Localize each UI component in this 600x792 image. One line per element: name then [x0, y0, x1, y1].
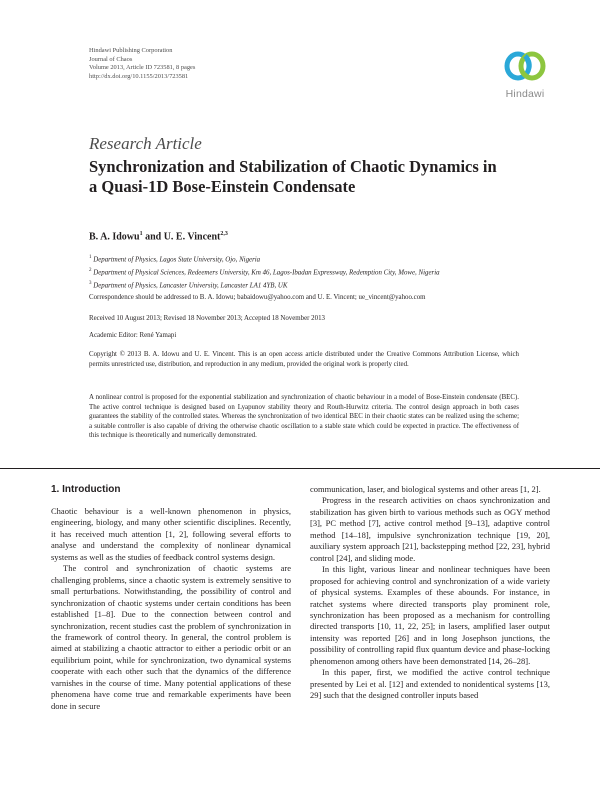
right-column [310, 484, 550, 702]
academic-editor: Academic Editor: René Yamapi [89, 332, 177, 339]
affiliation [89, 253, 440, 266]
paper-title: Synchronization and Stabilization of Chaotic Dynamics in a Quasi-1D Bose-Einstein Condensate [89, 157, 497, 196]
affiliation-text: Department of Physical Sciences, Redeemers University, Km 46, Lagos-Ibadan Expressway, Redemption City, Mowe, Nigeria [93, 269, 440, 277]
publisher-line: Hindawi Publishing Corporation [89, 47, 173, 54]
affiliation-number: 2 [89, 267, 92, 273]
paragraph: communication, laser, and biological systems and other areas [1, 2]. [310, 484, 541, 494]
received-dates: Received 10 August 2013; Revised 18 November 2013; Accepted 18 November 2013 [89, 315, 325, 322]
author-1: B. A. Idowu [89, 231, 140, 243]
copyright-notice: Copyright © 2013 B. A. Idowu and U. E. Vincent. This is an open access article distributed under the Creative Commons Attribution License, which permits unrestricted use, distribution, and reproduction in any medium, provided the original work is properly cited. [89, 351, 519, 368]
author-conjunction: and [142, 231, 164, 243]
author-2: U. E. Vincent [163, 231, 221, 243]
affiliation-number: 3 [89, 280, 92, 286]
author-2-affil: 2,3 [220, 231, 228, 237]
affiliation [89, 279, 440, 292]
author-1-affil: 1 [139, 231, 143, 237]
affiliations [89, 253, 440, 291]
correspondence: Correspondence should be addressed to B. A. Idowu; babaidowu@yahoo.com and U. E. Vincent; ue_vincent@yahoo.com [89, 294, 426, 301]
affiliation-text: Department of Physics, Lagos State University, Ojo, Nigeria [93, 256, 261, 264]
affiliation-number: 1 [89, 255, 92, 260]
paragraph: In this light, various linear and nonlinear techniques have been proposed for achieving control and synchronization of a wide variety of physical systems. Examples of these abounds. For instance, in ratchet systems where directed transports play prominent role, synchronization has been proposed as a mechanism for controlling directed transports [10, 11, 22, 25]; in lasers, amplified laser output intensity was reported [26] and in long Josephson junctions, the possibility of controlling rapid flux quantum device and phase-locking phenomenon among others have been demonstrated [14, 26–28]. [310, 564, 550, 666]
journal-header [89, 47, 195, 81]
paragraph: In this paper, first, we modified the active control technique presented by Lei et al. [12] and extended to nonidentical systems [13, 29] such that the designed controller inputs based [310, 667, 550, 701]
article-type: Research Article [89, 134, 202, 153]
authors [89, 231, 228, 242]
hindawi-interlocking-rings-logo-icon [496, 46, 554, 88]
divider [0, 468, 600, 469]
journal-name: Journal of Chaos [89, 55, 133, 63]
doi-link[interactable]: http://dx.doi.org/10.1155/2013/723581 [89, 72, 189, 80]
paragraph: Progress in the research activities on chaos synchronization and stabilization has given birth to various methods such as OGY method [3], PC method [7], active control method [9–13], adaptive control method [14–18], impulsive synchronization technique [19, 20], auxiliary system approach [21], backstepping method [22, 23], hybrid control [24], and sliding mode. [310, 495, 550, 563]
paragraph: Chaotic behaviour is a well-known phenomenon in physics, engineering, biology, and many other scientific disciplines. Recently, it has received much attention [1, 2], following several efforts to analyse and understand the complexity of nonlinear dynamical systems as well as the studies of feedback control systems design. [51, 506, 291, 562]
paragraph: The control and synchronization of chaotic systems are challenging problems, since a chaotic system is extremely sensitive to small perturbations. Notwithstanding, the possibility of control and synchronization of chaotic systems under certain conditions has been established [1–8]. Due to the connection between control and synchronization, recent studies cast the problem of synchronization in the framework of control theory. In general, the control problem is aimed at stabilizing a chaotic attractor to either a periodic orbit or an equilibrium point, while for synchronization, two dynamical systems cooperate with each other such that the dynamics of the difference varnishes in the course of time. Many potential applications of these phenomena have come true and remarkable experiments have been done in secure [51, 563, 291, 711]
affiliation [89, 266, 440, 279]
abstract: A nonlinear control is proposed for the exponential stabilization and synchronization of chaotic behaviour in a model of Bose-Einstein condensate (BEC). The active control technique is designed based on Lyapunov stability theory and Routh-Hurwitz criteria. The control design approach in both cases guarantees the stability of the controlled states. Whereas the synchronization of two identical BEC in their chaotic states can be realized using the scheme; a suitable controller is also capable of driving the otherwise chaotic oscillation to a stable state which could be expected in practice. The effectiveness of this technique is theoretically and numerically demonstrated. [89, 394, 519, 440]
section-heading: 1. Introduction [51, 484, 121, 495]
affiliation-text: Department of Physics, Lancaster University, Lancaster LA1 4YB, UK [93, 281, 288, 289]
hindawi-logo [496, 46, 554, 102]
volume-line: Volume 2013, Article ID 723581, 8 pages [89, 64, 196, 72]
logo-text: Hindawi [505, 88, 545, 100]
left-column [51, 506, 291, 712]
